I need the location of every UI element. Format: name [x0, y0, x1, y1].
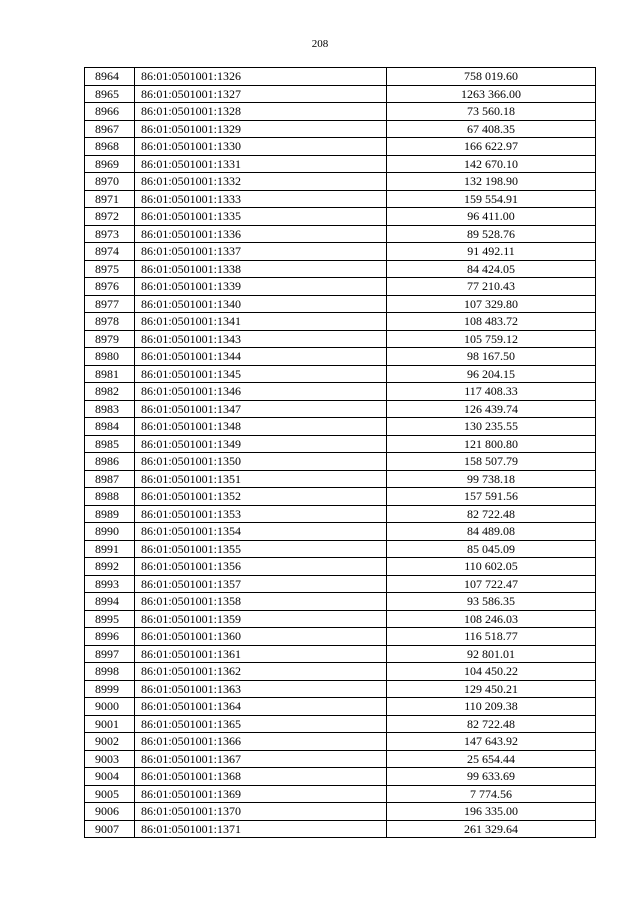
- cadastral-number: 86:01:0501001:1354: [135, 523, 387, 541]
- table-row: [85, 155, 596, 173]
- table-row: [85, 558, 596, 576]
- table-row: [85, 435, 596, 453]
- cadastral-value: 261 329.64: [387, 820, 596, 838]
- cadastral-values-table: [84, 67, 596, 838]
- cadastral-value: 117 408.33: [387, 383, 596, 401]
- cadastral-number: 86:01:0501001:1360: [135, 628, 387, 646]
- cadastral-value: 99 633.69: [387, 768, 596, 786]
- table-row: [85, 190, 596, 208]
- table-row: [85, 628, 596, 646]
- cadastral-value: 110 209.38: [387, 698, 596, 716]
- table-row: [85, 85, 596, 103]
- cadastral-number: 86:01:0501001:1345: [135, 365, 387, 383]
- cadastral-value: 147 643.92: [387, 733, 596, 751]
- table-row: [85, 103, 596, 121]
- table-row: [85, 733, 596, 751]
- row-number: 8966: [85, 103, 135, 121]
- table-row: [85, 645, 596, 663]
- row-number: 8967: [85, 120, 135, 138]
- row-number: 8997: [85, 645, 135, 663]
- cadastral-value: 108 483.72: [387, 313, 596, 331]
- table-row: [85, 470, 596, 488]
- table-row: [85, 593, 596, 611]
- table-row: [85, 400, 596, 418]
- row-number: 8981: [85, 365, 135, 383]
- table-row: [85, 575, 596, 593]
- cadastral-number: 86:01:0501001:1370: [135, 803, 387, 821]
- row-number: 8984: [85, 418, 135, 436]
- cadastral-value: 116 518.77: [387, 628, 596, 646]
- row-number: 8999: [85, 680, 135, 698]
- cadastral-value: 107 329.80: [387, 295, 596, 313]
- table-row: [85, 348, 596, 366]
- cadastral-value: 121 800.80: [387, 435, 596, 453]
- row-number: 8974: [85, 243, 135, 261]
- cadastral-number: 86:01:0501001:1349: [135, 435, 387, 453]
- cadastral-number: 86:01:0501001:1341: [135, 313, 387, 331]
- row-number: 8992: [85, 558, 135, 576]
- row-number: 8970: [85, 173, 135, 191]
- row-number: 8996: [85, 628, 135, 646]
- table-row: [85, 418, 596, 436]
- row-number: 8995: [85, 610, 135, 628]
- cadastral-value: 142 670.10: [387, 155, 596, 173]
- cadastral-value: 166 622.97: [387, 138, 596, 156]
- table-row: [85, 820, 596, 838]
- cadastral-value: 93 586.35: [387, 593, 596, 611]
- table-row: [85, 488, 596, 506]
- row-number: 8998: [85, 663, 135, 681]
- cadastral-number: 86:01:0501001:1352: [135, 488, 387, 506]
- row-number: 8986: [85, 453, 135, 471]
- row-number: 8990: [85, 523, 135, 541]
- cadastral-value: 105 759.12: [387, 330, 596, 348]
- row-number: 8989: [85, 505, 135, 523]
- row-number: 8993: [85, 575, 135, 593]
- row-number: 8977: [85, 295, 135, 313]
- table-row: [85, 610, 596, 628]
- row-number: 8987: [85, 470, 135, 488]
- row-number: 9004: [85, 768, 135, 786]
- cadastral-value: 130 235.55: [387, 418, 596, 436]
- cadastral-number: 86:01:0501001:1347: [135, 400, 387, 418]
- cadastral-number: 86:01:0501001:1357: [135, 575, 387, 593]
- cadastral-number: 86:01:0501001:1368: [135, 768, 387, 786]
- cadastral-number: 86:01:0501001:1366: [135, 733, 387, 751]
- cadastral-value: 157 591.56: [387, 488, 596, 506]
- cadastral-number: 86:01:0501001:1361: [135, 645, 387, 663]
- row-number: 9006: [85, 803, 135, 821]
- table-row: [85, 540, 596, 558]
- cadastral-value: 96 411.00: [387, 208, 596, 226]
- cadastral-number: 86:01:0501001:1367: [135, 750, 387, 768]
- table-row: [85, 330, 596, 348]
- cadastral-value: 82 722.48: [387, 715, 596, 733]
- cadastral-number: 86:01:0501001:1353: [135, 505, 387, 523]
- row-number: 8972: [85, 208, 135, 226]
- cadastral-number: 86:01:0501001:1340: [135, 295, 387, 313]
- cadastral-number: 86:01:0501001:1335: [135, 208, 387, 226]
- cadastral-number: 86:01:0501001:1332: [135, 173, 387, 191]
- cadastral-number: 86:01:0501001:1343: [135, 330, 387, 348]
- cadastral-value: 158 507.79: [387, 453, 596, 471]
- row-number: 9007: [85, 820, 135, 838]
- cadastral-value: 108 246.03: [387, 610, 596, 628]
- cadastral-number: 86:01:0501001:1327: [135, 85, 387, 103]
- row-number: 8988: [85, 488, 135, 506]
- cadastral-value: 91 492.11: [387, 243, 596, 261]
- cadastral-number: 86:01:0501001:1338: [135, 260, 387, 278]
- cadastral-number: 86:01:0501001:1364: [135, 698, 387, 716]
- cadastral-number: 86:01:0501001:1333: [135, 190, 387, 208]
- cadastral-number: 86:01:0501001:1350: [135, 453, 387, 471]
- cadastral-number: 86:01:0501001:1339: [135, 278, 387, 296]
- row-number: 8983: [85, 400, 135, 418]
- cadastral-value: 110 602.05: [387, 558, 596, 576]
- table-row: [85, 208, 596, 226]
- cadastral-value: 82 722.48: [387, 505, 596, 523]
- cadastral-value: 25 654.44: [387, 750, 596, 768]
- cadastral-number: 86:01:0501001:1344: [135, 348, 387, 366]
- cadastral-number: 86:01:0501001:1329: [135, 120, 387, 138]
- table-row: [85, 243, 596, 261]
- cadastral-number: 86:01:0501001:1346: [135, 383, 387, 401]
- row-number: 8976: [85, 278, 135, 296]
- cadastral-value: 84 424.05: [387, 260, 596, 278]
- row-number: 8969: [85, 155, 135, 173]
- cadastral-number: 86:01:0501001:1330: [135, 138, 387, 156]
- table-row: [85, 365, 596, 383]
- cadastral-number: 86:01:0501001:1362: [135, 663, 387, 681]
- table-row: [85, 803, 596, 821]
- table-row: [85, 523, 596, 541]
- cadastral-value: 196 335.00: [387, 803, 596, 821]
- cadastral-value: 67 408.35: [387, 120, 596, 138]
- cadastral-number: 86:01:0501001:1337: [135, 243, 387, 261]
- cadastral-value: 96 204.15: [387, 365, 596, 383]
- row-number: 8979: [85, 330, 135, 348]
- cadastral-number: 86:01:0501001:1331: [135, 155, 387, 173]
- row-number: 8985: [85, 435, 135, 453]
- table-row: [85, 260, 596, 278]
- row-number: 8965: [85, 85, 135, 103]
- cadastral-value: 126 439.74: [387, 400, 596, 418]
- table-row: [85, 715, 596, 733]
- table-row: [85, 768, 596, 786]
- cadastral-value: 104 450.22: [387, 663, 596, 681]
- table-row: [85, 278, 596, 296]
- cadastral-number: 86:01:0501001:1351: [135, 470, 387, 488]
- table-row: [85, 138, 596, 156]
- cadastral-value: 89 528.76: [387, 225, 596, 243]
- table-row: [85, 295, 596, 313]
- table-row: [85, 750, 596, 768]
- cadastral-number: 86:01:0501001:1358: [135, 593, 387, 611]
- table-row: [85, 383, 596, 401]
- table-body: [85, 68, 596, 838]
- cadastral-number: 86:01:0501001:1328: [135, 103, 387, 121]
- cadastral-value: 73 560.18: [387, 103, 596, 121]
- cadastral-value: 98 167.50: [387, 348, 596, 366]
- cadastral-number: 86:01:0501001:1371: [135, 820, 387, 838]
- table-row: [85, 505, 596, 523]
- cadastral-value: 7 774.56: [387, 785, 596, 803]
- row-number: 8968: [85, 138, 135, 156]
- row-number: 8982: [85, 383, 135, 401]
- row-number: 9000: [85, 698, 135, 716]
- cadastral-number: 86:01:0501001:1365: [135, 715, 387, 733]
- cadastral-value: 85 045.09: [387, 540, 596, 558]
- cadastral-value: 77 210.43: [387, 278, 596, 296]
- cadastral-number: 86:01:0501001:1355: [135, 540, 387, 558]
- cadastral-value: 159 554.91: [387, 190, 596, 208]
- cadastral-number: 86:01:0501001:1356: [135, 558, 387, 576]
- cadastral-value: 132 198.90: [387, 173, 596, 191]
- cadastral-number: 86:01:0501001:1336: [135, 225, 387, 243]
- row-number: 8973: [85, 225, 135, 243]
- row-number: 8978: [85, 313, 135, 331]
- row-number: 8991: [85, 540, 135, 558]
- cadastral-value: 1263 366.00: [387, 85, 596, 103]
- cadastral-number: 86:01:0501001:1348: [135, 418, 387, 436]
- cadastral-value: 129 450.21: [387, 680, 596, 698]
- cadastral-number: 86:01:0501001:1359: [135, 610, 387, 628]
- cadastral-value: 92 801.01: [387, 645, 596, 663]
- page-number: 208: [311, 38, 329, 50]
- table-row: [85, 225, 596, 243]
- cadastral-number: 86:01:0501001:1369: [135, 785, 387, 803]
- table-row: [85, 680, 596, 698]
- row-number: 8971: [85, 190, 135, 208]
- table-row: [85, 68, 596, 86]
- table-row: [85, 453, 596, 471]
- table-row: [85, 663, 596, 681]
- row-number: 8975: [85, 260, 135, 278]
- table-row: [85, 313, 596, 331]
- row-number: 8980: [85, 348, 135, 366]
- table-row: [85, 698, 596, 716]
- row-number: 9003: [85, 750, 135, 768]
- row-number: 8994: [85, 593, 135, 611]
- cadastral-number: 86:01:0501001:1326: [135, 68, 387, 86]
- cadastral-number: 86:01:0501001:1363: [135, 680, 387, 698]
- row-number: 8964: [85, 68, 135, 86]
- table-row: [85, 785, 596, 803]
- row-number: 9005: [85, 785, 135, 803]
- cadastral-value: 99 738.18: [387, 470, 596, 488]
- cadastral-value: 84 489.08: [387, 523, 596, 541]
- row-number: 9001: [85, 715, 135, 733]
- table-row: [85, 120, 596, 138]
- table-row: [85, 173, 596, 191]
- cadastral-value: 758 019.60: [387, 68, 596, 86]
- row-number: 9002: [85, 733, 135, 751]
- cadastral-value: 107 722.47: [387, 575, 596, 593]
